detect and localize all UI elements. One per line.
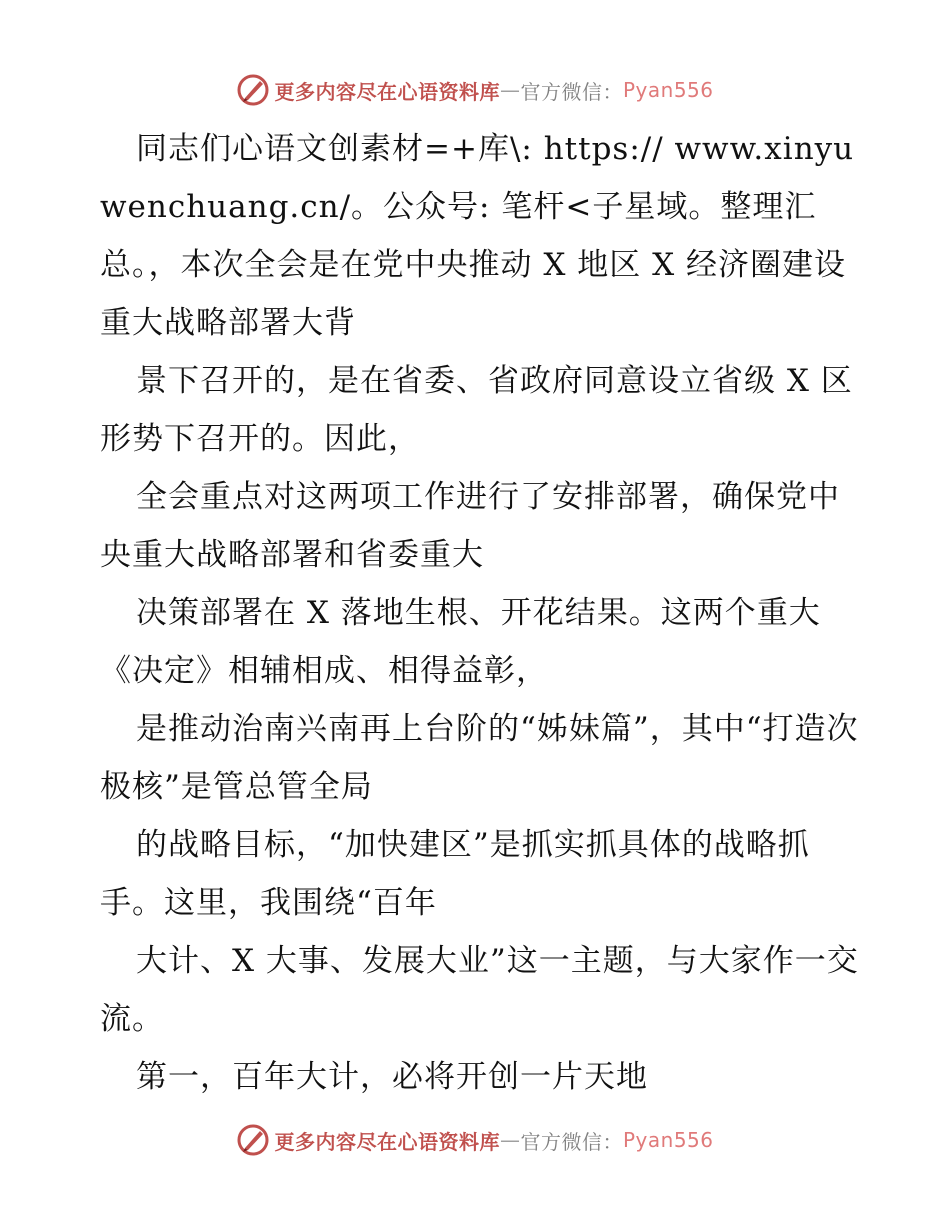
banner-wechat-id: Pyan556 (622, 1128, 714, 1152)
pen-logo-icon (236, 1123, 270, 1157)
paragraph-3: 全会重点对这两项工作进行了安排部署，确保党中央重大战略部署和省委重大 (100, 479, 840, 573)
banner-dash: — (499, 1128, 521, 1152)
paragraph-6: 的战略目标，“加快建区”是抓实抓具体的战略抓手。这里，我围绕“百年 (100, 827, 810, 921)
banner-wechat-id: Pyan556 (622, 78, 714, 102)
banner-official-label: 官方微信： (520, 79, 623, 104)
banner-main-text: 更多内容尽在心语资料库 (274, 79, 500, 104)
section-heading-1: 第一，百年大计，必将开创一片天地 (136, 1059, 648, 1095)
document-body (100, 120, 860, 1106)
paragraph-7: 大计、X 大事、发展大业”这一主题，与大家作一交流。 (100, 943, 859, 1037)
paragraph-4: 决策部署在 X 落地生根、开花结果。这两个重大《决定》相辅相成、相得益彰， (100, 595, 821, 689)
pen-logo-icon (236, 73, 270, 107)
banner-main-text: 更多内容尽在心语资料库 (274, 1129, 500, 1154)
paragraph-2: 景下召开的，是在省委、省政府同意设立省级 X 区形势下召开的。因此， (100, 363, 853, 457)
banner-official-label: 官方微信： (520, 1129, 623, 1154)
paragraph-1: 同志们心语文创素材=+库\: https:// www.xinyuwenchuang.cn/。公众号: 笔杆<子星域。整理汇总。，本次全会是在党中央推动 X 地区 X 经济圈建设重大战略部署大背 (100, 131, 855, 341)
banner-dash: — (499, 78, 521, 102)
footer-watermark-banner (0, 1120, 950, 1160)
paragraph-5: 是推动治南兴南再上台阶的“姊妹篇”，其中“打造次极核”是管总管全局 (100, 711, 859, 805)
header-watermark-banner (0, 70, 950, 110)
